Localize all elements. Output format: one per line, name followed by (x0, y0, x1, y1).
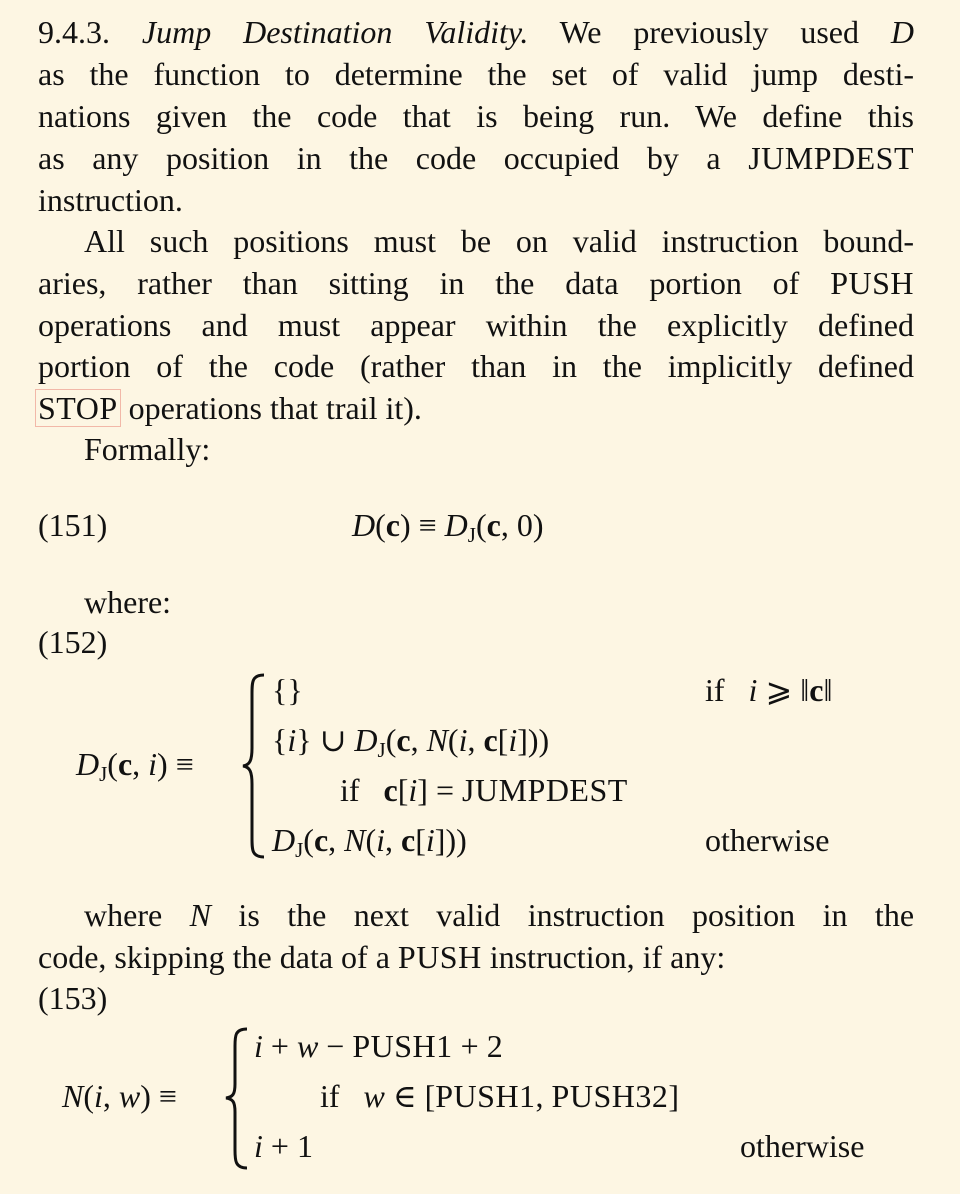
case1-152: {} (272, 672, 303, 708)
para2-line4: portion of the code (rather than in the implicitly defined (38, 348, 914, 384)
case2-152: {i} ∪ DJ(c, N(i, c[i])) (272, 722, 550, 762)
math-i: i (376, 822, 386, 858)
stop-link[interactable]: STOP (35, 389, 121, 427)
math-i: i (508, 722, 518, 758)
opcode-push: PUSH (830, 265, 915, 301)
math-geq: ⩾ (765, 672, 793, 708)
para2-text: operations that trail it). (128, 390, 422, 426)
math-sub-J: J (99, 762, 108, 786)
opcode-push32: PUSH32 (551, 1078, 669, 1114)
math-plus: + (270, 1128, 289, 1164)
opcode-push1: PUSH1 (352, 1028, 453, 1064)
math-i: i (254, 1028, 263, 1064)
para1-line5: instruction. (38, 182, 183, 218)
para1-line1 (38, 12, 914, 54)
para1-line3: nations given the code that is being run. We define this (38, 98, 914, 134)
case3-cond-152: otherwise (705, 822, 830, 858)
math-if: if (340, 772, 360, 808)
math-c: c (809, 672, 824, 708)
math-i: i (287, 722, 297, 758)
math-D: D (444, 507, 468, 543)
math-i: i (748, 672, 758, 708)
section-number: 9.4.3. (38, 14, 110, 50)
equation-153-lhs: N(i, w) ≡ (62, 1078, 177, 1114)
where2-text: where (84, 897, 163, 933)
opcode-jumpdest: JUMPDEST (462, 772, 628, 808)
math-c: c (483, 722, 498, 758)
math-union: ∪ (319, 722, 347, 758)
math-i: i (94, 1078, 103, 1114)
math-c: c (385, 507, 400, 543)
case1-cond-152: if i ⩾ ‖c‖ (705, 672, 833, 708)
para1-line2: as the function to determine the set of valid jump desti- (38, 56, 914, 92)
math-w: w (296, 1028, 319, 1064)
math-minus: − (326, 1028, 345, 1064)
left-brace-153 (223, 1026, 251, 1171)
math-two: 2 (486, 1028, 503, 1064)
math-c: c (313, 822, 329, 858)
para2-line3: operations and must appear within the explicitly defined (38, 307, 914, 343)
equation-number-151: (151) (38, 507, 108, 543)
math-if: if (705, 672, 725, 708)
math-N: N (426, 722, 448, 758)
math-sub-J: J (295, 838, 304, 862)
case1-cond-153: if w ∈ [PUSH1, PUSH32] (320, 1078, 680, 1114)
math-plus: + (270, 1028, 289, 1064)
left-brace-152 (240, 672, 268, 860)
para1-line4 (38, 138, 914, 180)
math-N: N (344, 822, 366, 858)
math-one: 1 (296, 1128, 313, 1164)
math-c: c (401, 822, 416, 858)
para2-line5 (38, 388, 422, 430)
math-w: w (118, 1078, 141, 1114)
where2-line2 (38, 937, 725, 979)
math-equiv: ≡ (158, 1078, 177, 1114)
equation-number-152: (152) (38, 624, 108, 660)
opcode-push1: PUSH1 (435, 1078, 536, 1114)
para2-line2 (38, 263, 914, 305)
math-i: i (254, 1128, 263, 1164)
math-i: i (425, 822, 435, 858)
case2-cond-153: otherwise (740, 1128, 865, 1164)
math-if: if (320, 1078, 340, 1114)
equation-151: D(c) ≡ DJ(c, 0) (352, 507, 544, 547)
math-i: i (458, 722, 468, 758)
math-D: D (354, 722, 378, 758)
where2-line1 (84, 895, 914, 937)
para1-text: as any position in the code occupied by a (38, 140, 721, 176)
equation-number-153: (153) (38, 980, 108, 1016)
case3-152: DJ(c, N(i, c[i])) (272, 822, 467, 862)
opcode-push: PUSH (397, 939, 482, 975)
math-D: D (76, 746, 100, 782)
math-in: ∈ (392, 1078, 417, 1114)
para2-line1: All such positions must be on valid instruction bound- (84, 223, 914, 259)
where2-text: instruction, if any: (489, 939, 726, 975)
where2-text: code, skipping the data of a (38, 939, 390, 975)
case1-153 (254, 1026, 503, 1068)
section-title: Jump Destination Validity. (141, 14, 529, 50)
math-sub-J: J (377, 738, 386, 762)
para1-text: We previously used (559, 14, 859, 50)
math-D: D (272, 822, 296, 858)
opcode-jumpdest: JUMPDEST (748, 140, 915, 176)
var-D: D (890, 14, 914, 50)
var-N: N (189, 897, 211, 933)
math-w: w (363, 1078, 385, 1114)
where2-text: is the next valid instruction position in the (238, 897, 915, 933)
math-plus: + (460, 1028, 479, 1064)
math-D: D (352, 507, 376, 543)
where-label-1: where: (84, 584, 172, 620)
math-i: i (148, 746, 158, 782)
math-sub-J: J (467, 523, 476, 547)
math-c: c (117, 746, 133, 782)
para2-text: aries, rather than sitting in the data portion of (38, 265, 800, 301)
math-c: c (396, 722, 411, 758)
equation-152-lhs: DJ(c, i) ≡ (76, 746, 194, 786)
math-i: i (408, 772, 418, 808)
math-c: c (486, 507, 501, 543)
math-equiv: ≡ (418, 507, 437, 543)
case2-cond-152: if c[i] = JUMPDEST (340, 772, 628, 808)
math-N: N (62, 1078, 84, 1114)
math-zero: 0 (516, 507, 533, 543)
math-c: c (383, 772, 398, 808)
case2-153 (254, 1126, 313, 1168)
math-equiv: ≡ (175, 746, 194, 782)
formally-label: Formally: (84, 431, 211, 467)
math-eq: = (435, 772, 454, 808)
